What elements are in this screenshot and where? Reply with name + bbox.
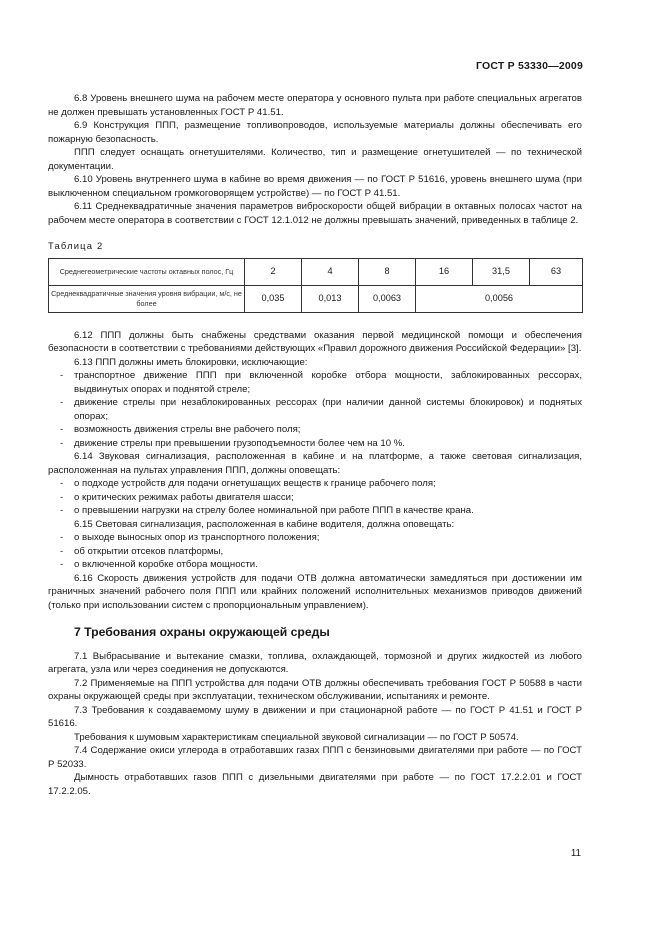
table-cell: 2 bbox=[245, 258, 302, 285]
list-item-text: о превышении нагрузки на стрелу более номинальной при работе ППП в качестве крана. bbox=[74, 505, 474, 516]
table-caption: Таблица 2 bbox=[48, 240, 104, 251]
paragraph-7-3: 7.3 Требования к создаваемому шуму в движении и при стационарной работе — по ГОСТ Р 41.51 и ГОСТ Р 51616. bbox=[48, 704, 582, 729]
paragraph-6-9: 6.9 Конструкция ППП, размещение топливопроводов, используемые материалы должны обеспечивать его пожарную безопасность. bbox=[48, 120, 582, 145]
table-cell: 16 bbox=[416, 258, 473, 285]
document-body bbox=[48, 92, 582, 798]
paragraph-extinguishers: ППП следует оснащать огнетушителями. Количество, тип и размещение огнетушителей — по технической документации. bbox=[48, 147, 582, 172]
dash-marker: - bbox=[60, 545, 64, 557]
list-item-text: движение стрелы при незаблокированных рессорах (при наличии данной системы блокировок) и поднятых опорах; bbox=[74, 397, 582, 422]
table-cell-merged: 0,0056 bbox=[416, 285, 583, 312]
dash-marker: - bbox=[60, 491, 64, 503]
dash-marker: - bbox=[60, 559, 64, 570]
table-cell: 0,0063 bbox=[359, 285, 416, 312]
section-title: 7 Требования охраны окружающей среды bbox=[74, 625, 330, 639]
list-item-text: о критических режимах работы двигателя шасси; bbox=[74, 491, 294, 503]
paragraph-6-10: 6.10 Уровень внутреннего шума в кабине во время движения — по ГОСТ Р 51616, уровень внешнего шума (при выключенном специальном громкоговорящем устройстве) — по ГОСТ Р 41.51. bbox=[48, 174, 582, 199]
paragraph-6-11: 6.11 Среднеквадратичные значения параметров виброскорости общей вибрации в октавных полосах частот на рабочем месте оператора в соответствии с ГОСТ 12.1.012 не должны превышать значений, приведенных в таблице 2. bbox=[48, 201, 582, 226]
list-item bbox=[48, 437, 582, 451]
table-cell: 8 bbox=[359, 258, 416, 285]
list-item-text: транспортное движение ППП при включенной коробке отбора мощности, заблокированных рессорах, выдвинутых опорах и поднятой стреле; bbox=[74, 370, 582, 395]
dash-marker: - bbox=[60, 437, 64, 449]
list-item bbox=[48, 531, 582, 545]
row-label-vibration: Среднеквадратичные значения уровня вибрации, м/с, не более bbox=[49, 285, 245, 312]
list-item-text: возможность движения стрелы вне рабочего поля; bbox=[74, 424, 301, 435]
list-item bbox=[48, 504, 582, 518]
list-item-text: о включенной коробке отбора мощности. bbox=[74, 559, 258, 570]
row-label-frequencies: Среднегеометрические частоты октавных полос, Гц bbox=[49, 258, 245, 285]
table-cell: 0,035 bbox=[245, 285, 302, 312]
list-item-text: движение стрелы при превышении грузоподъемности более чем на 10 %. bbox=[74, 437, 405, 449]
paragraph-6-15: 6.15 Световая сигнализация, расположенная в кабине водителя, должна оповещать: bbox=[74, 518, 455, 530]
dash-marker: - bbox=[60, 370, 64, 381]
paragraph-6-12: 6.12 ППП должны быть снабжены средствами оказания первой медицинской помощи и обеспечения безопасности в соответствии с требованиями действующих «Правил дорожного движения Российской Федерации» [3]. bbox=[48, 329, 582, 354]
table-row bbox=[49, 285, 583, 312]
paragraph-6-8: 6.8 Уровень внешнего шума на рабочем месте оператора у основного пульта при работе специальных агрегатов не должен превышать установленных ГОСТ Р 41.51. bbox=[48, 93, 582, 118]
paragraph-6-14: 6.14 Звуковая сигнализация, расположенная в кабине и на платформе, а также световая сигнализация, расположенная на пультах управления ППП, должны оповещать: bbox=[48, 451, 582, 476]
table-cell: 31,5 bbox=[473, 258, 530, 285]
dash-marker: - bbox=[60, 532, 64, 543]
page-number: 11 bbox=[570, 848, 581, 859]
paragraph-7-2: 7.2 Применяемые на ППП устройства для подачи ОТВ должны обеспечивать требования ГОСТ Р 50588 в части охраны окружающей среды при эксплуатации, техническом обслуживании, испытаниях и ремонте. bbox=[48, 677, 582, 702]
list-item bbox=[48, 423, 582, 437]
dash-marker: - bbox=[60, 505, 64, 516]
list-item-text: об открытии отсеков платформы, bbox=[74, 545, 224, 557]
list-item-text: о подходе устройств для подачи огнетушащих веществ к границе рабочего поля; bbox=[74, 478, 436, 489]
list-item bbox=[48, 558, 582, 572]
dash-marker: - bbox=[60, 478, 64, 489]
list-item bbox=[48, 477, 582, 491]
list-item bbox=[48, 491, 582, 505]
table-cell: 63 bbox=[530, 258, 583, 285]
list-item-text: о выходе выносных опор из транспортного положения; bbox=[74, 532, 320, 543]
paragraph-signal-noise: Требования к шумовым характеристикам специальной звуковой сигнализации — по ГОСТ Р 50574. bbox=[74, 731, 519, 743]
list-item bbox=[48, 545, 582, 559]
document-header: ГОСТ Р 53330—2009 bbox=[475, 60, 583, 72]
table-cell: 4 bbox=[302, 258, 359, 285]
table-cell: 0,013 bbox=[302, 285, 359, 312]
vibration-table bbox=[48, 258, 583, 313]
table-row bbox=[49, 258, 583, 285]
paragraph-7-4: 7.4 Содержание окиси углерода в отработавших газах ППП с бензиновыми двигателями при работе — по ГОСТ Р 52033. bbox=[48, 745, 582, 770]
dash-marker: - bbox=[60, 424, 64, 435]
paragraph-smoke: Дымность отработавших газов ППП с дизельными двигателями при работе — по ГОСТ 17.2.2.01 и ГОСТ 17.2.2.05. bbox=[48, 772, 582, 797]
list-item bbox=[48, 396, 582, 423]
paragraph-6-16: 6.16 Скорость движения устройств для подачи ОТВ должна автоматически замедляться при достижении им граничных значений рабочего поля ППП или крайних положений исполнительных механизмов приводов движений (только при использовании систем с пропорциональным управлением). bbox=[48, 572, 582, 611]
list-item bbox=[48, 369, 582, 396]
paragraph-6-13: 6.13 ППП должны иметь блокировки, исключающие: bbox=[74, 356, 308, 368]
paragraph-7-1: 7.1 Выбрасывание и вытекание смазки, топлива, охлаждающей, тормозной и других жидкостей из любого агрегата, узла или через соединения не допускаются. bbox=[48, 650, 582, 675]
dash-marker: - bbox=[60, 397, 64, 408]
